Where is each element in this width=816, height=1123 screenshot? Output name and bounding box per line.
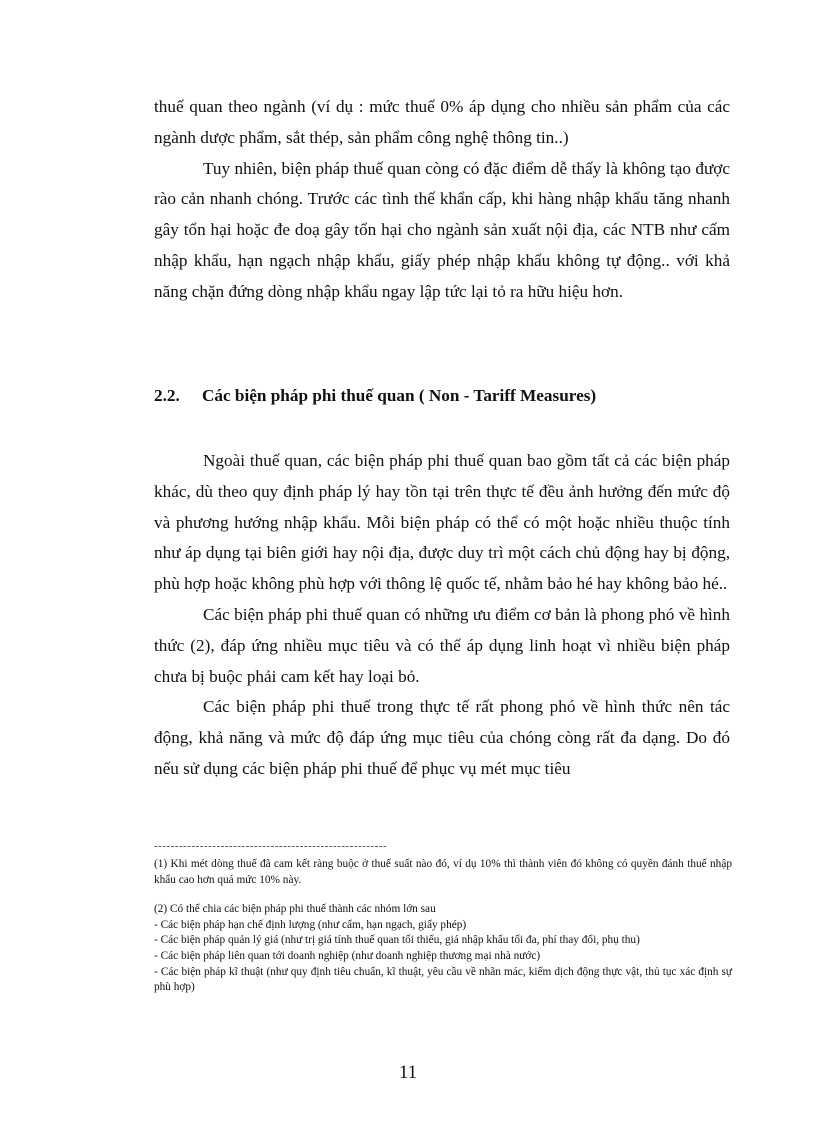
footnote-gap <box>154 888 732 902</box>
paragraph-tariff-limits: Tuy nhiên, biện pháp thuế quan còng có đặc điểm dễ thấy là không tạo được rào cản nhanh chóng. Trước các tình thế khẩn cấp, khi hàng nhập khẩu tăng nhanh gây tổn hại hoặc đe doạ gây tổn hại cho ngành sản xuất nội địa, các NTB như cấm nhập khẩu, hạn ngạch nhập khẩu, giấy phép nhập khẩu không tự động.. với khả năng chặn đứng dòng nhập khẩu ngay lập tức lại tỏ ra hữu hiệu hơn. <box>154 158 730 301</box>
footnote-2-item: - Các biện pháp quản lý giá (như trị giá tính thuế quan tối thiểu, giá nhập khẩu tối đa, phí thay đổi, phụ thu) <box>154 934 640 947</box>
footnote-2-item: - Các biện pháp liên quan tới doanh nghiệp (như doanh nghiệp thương mại nhà nước) <box>154 949 541 962</box>
section-number: 2.2. <box>154 386 180 405</box>
page-number: 11 <box>398 1062 418 1083</box>
footnote-2-item: - Các biện pháp hạn chế định lượng (như cấm, hạn ngạch, giấy phép) <box>154 918 467 931</box>
footnote-2-item: - Các biện pháp kĩ thuật (như quy định tiêu chuẩn, kĩ thuật, yêu cầu về nhãn mác, kiểm dịch động thực vật, thủ tục xác định sự phù hợp) <box>154 965 732 994</box>
section-title: Các biện pháp phi thuế quan ( Non - Tariff Measures) <box>202 386 597 405</box>
body-text-top <box>154 92 730 308</box>
paragraph-continuation: thuế quan theo ngành (ví dụ : mức thuế 0% áp dụng cho nhiều sản phẩm của các ngành dược phẩm, sắt thép, sản phẩm công nghệ thông tin..) <box>154 97 730 147</box>
section-heading <box>154 382 734 410</box>
footnote-2-intro: (2) Có thể chia các biện pháp phi thuế thành các nhóm lớn sau <box>154 903 436 916</box>
footnote-1: (1) Khi mét dòng thuế đã cam kết ràng buộc ở thuế suất nào đó, ví dụ 10% thì thành viên đó không có quyền đánh thuế nhập khẩu cao hơn quá mức 10% này. <box>154 858 732 886</box>
footnotes <box>154 857 732 996</box>
footnote-separator: -------------------------------------------------------- <box>154 840 388 852</box>
paragraph-ntm-advantages: Các biện pháp phi thuế quan có những ưu điểm cơ bản là phong phó về hình thức (2), đáp ứng nhiều mục tiêu và có thể áp dụng linh hoạt vì nhiều biện pháp chưa bị buộc phải cam kết hay loại bỏ. <box>154 604 730 686</box>
body-text-bottom <box>154 446 730 785</box>
paragraph-ntm-definition: Ngoài thuế quan, các biện pháp phi thuế quan bao gồm tất cả các biện pháp khác, dù theo quy định pháp lý hay tồn tại trên thực tế đều ảnh hưởng đến mức độ và phương hướng nhập khẩu. Mỗi biện pháp có thể có một hoặc nhiều thuộc tính như áp dụng tại biên giới hay nội địa, được duy trì một cách chủ động hay bị động, phù hợp hoặc không phù hợp với thông lệ quốc tế, nhằm bảo hé hay không bảo hé.. <box>154 451 730 594</box>
paragraph-ntm-diversity: Các biện pháp phi thuế trong thực tế rất phong phó về hình thức nên tác động, khả năng và mức độ đáp ứng mục tiêu của chóng còng rất đa dạng. Do đó nếu sử dụng các biện pháp phi thuế để phục vụ mét mục tiêu <box>154 697 730 778</box>
